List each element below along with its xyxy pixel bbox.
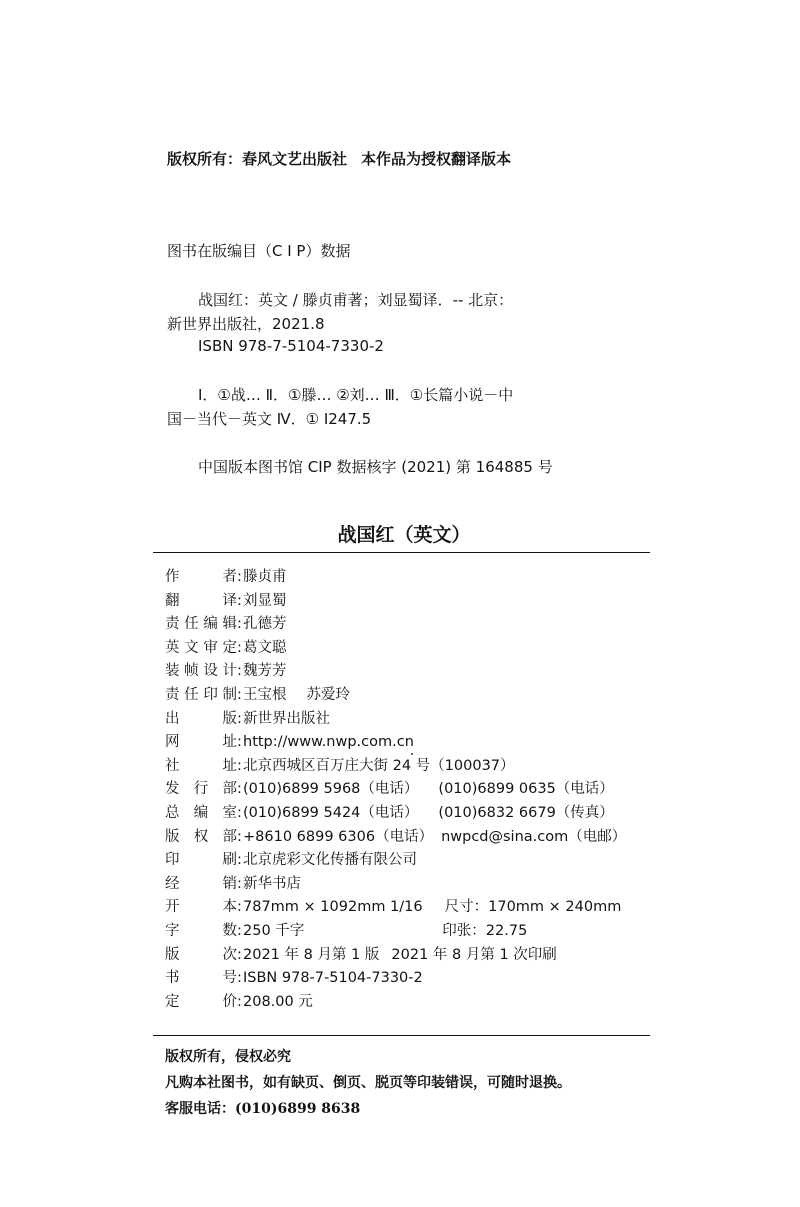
cip-classification-line-2: 国－当代－英文 Ⅳ．① I247.5 [167,410,372,428]
info-row-author: 作者 : 滕贞甫 [165,566,626,590]
info-label: 书号 [165,970,237,987]
info-value: (010)6899 5424（电话） [243,804,419,821]
info-label: 作者 [165,569,237,585]
footer-notice [165,1044,571,1122]
copyright-statement [167,148,511,169]
copyright-holder: 版权所有：春风文艺出版社 [167,150,348,168]
info-row-distributor: 经销 : 新华书店 [165,873,626,897]
info-value: 滕贞甫 [243,569,287,585]
info-label: 版权部 [165,828,237,845]
publication-info-table [165,566,626,1014]
info-row-english-reviewer: 英文审定 : 葛文聪 [165,637,626,661]
info-label: 社址 [165,757,237,774]
info-value: 孔德芳 [243,616,287,633]
info-value: 魏芳芳 [243,663,287,680]
info-value: 刘显蜀 [243,592,287,609]
cip-classification-line: Ⅰ．①战… Ⅱ．①滕… ②刘… Ⅲ．①长篇小说－中 [198,386,514,404]
return-policy: 凡购本社图书，如有缺页、倒页、脱页等印装错误，可随时退换。 [165,1075,571,1091]
info-label: 经销 [165,875,237,892]
info-value-2: nwpcd@sina.com（电邮） [441,828,627,845]
info-value: 250 千字 [243,922,305,939]
info-value: (010)6899 5968（电话） [243,781,419,798]
info-row-rights: 版权部 : +8610 6899 6306（电话） nwpcd@sina.com（电邮） [165,826,626,850]
info-row-price: 定价 : 208.00 元 [165,991,626,1015]
info-value: 新华书店 [243,875,301,892]
info-row-editor: 责任编辑 : 孔德芳 [165,613,626,637]
info-label: 印刷 [165,852,237,869]
info-label: 出版 [165,710,237,727]
info-value-2: (010)6832 6679（传真） [438,804,614,821]
info-row-edition: 版次 : 2021 年 8 月第 1 版 2021 年 8 月第 1 次印刷 [165,944,626,968]
info-label: 字数 [165,922,237,939]
info-row-format: 开本 : 787mm × 1092mm 1/16 尺寸：170mm × 240mm [165,896,626,920]
info-value: 王宝根 [243,686,287,703]
info-label: 开本 [165,899,237,916]
info-value: 新世界出版社 [243,710,330,727]
info-value: 2021 年 8 月第 1 版 [243,946,380,963]
info-value-2: 尺寸：170mm × 240mm [444,899,622,916]
info-row-printing-manager: 责任印制 : 王宝根 苏爱玲 [165,684,626,708]
info-row-editorial-office: 总编室 : (010)6899 5424（电话） (010)6832 6679（传真） [165,802,626,826]
info-value-2: 印张：22.75 [442,922,528,939]
info-label: 版次 [165,946,237,963]
info-value: +8610 6899 6306（电话） [243,828,434,845]
info-value: 787mm × 1092mm 1/16 [243,899,423,916]
cip-heading: 图书在版编目（C I P）数据 [167,242,351,260]
info-label: 网址 [165,734,237,751]
top-divider [153,552,650,553]
info-row-translator: 翻译 : 刘显蜀 [165,590,626,614]
info-row-sales: 发行部 : (010)6899 5968（电话） (010)6899 0635（电话） [165,778,626,802]
info-row-website: 网址 : http://www.nwp.com.cn [165,731,626,755]
info-row-publisher: 出版 : 新世界出版社 [165,708,626,732]
info-label: 英文审定 [165,639,237,656]
translation-notice: 本作品为授权翻译版本 [361,150,512,168]
info-row-words: 字数 : 250 千字 印张：22.75 [165,920,626,944]
info-label: 装帧设计 [165,663,237,680]
cip-publisher-line: 新世界出版社，2021.8 [167,315,325,333]
info-label: 翻译 [165,592,237,609]
cip-record-number: 中国版本图书馆 CIP 数据核字 (2021) 第 164885 号 [198,458,553,476]
info-value-2: 苏爱玲 [306,686,350,703]
bottom-divider [153,1035,650,1036]
info-row-printer: 印刷 : 北京虎彩文化传播有限公司 [165,849,626,873]
customer-service-phone: 客服电话：(010)6899 8638 [165,1101,361,1117]
info-value: ISBN 978-7-5104-7330-2 [243,970,423,987]
info-label: 责任印制 [165,686,237,703]
info-value-2: 2021 年 8 月第 1 次印刷 [391,946,557,963]
info-label: 责任编辑 [165,616,237,633]
cip-isbn-line: ISBN 978-7-5104-7330-2 [198,337,384,355]
info-value: 208.00 元 [243,993,313,1010]
info-value: 葛文聪 [243,639,287,656]
book-title: 战国红（英文） [337,524,471,546]
info-row-isbn: 书号 : ISBN 978-7-5104-7330-2 [165,967,626,991]
cip-title-line: 战国红：英文 / 滕贞甫著；刘显蜀译．-- 北京： [198,291,514,309]
rights-reserved: 版权所有，侵权必究 [165,1049,291,1065]
info-value: 北京西城区百万庄大街 24 号（100037） [243,757,515,774]
info-value: http://www.nwp.com.cn [243,734,414,751]
info-row-address: 社址 : 北京西城区百万庄大街 24 号（100037） [165,755,626,779]
info-label: 发行部 [165,781,237,798]
info-value: 北京虎彩文化传播有限公司 [243,852,417,869]
info-value-2: (010)6899 0635（电话） [438,781,614,798]
print-speck [411,753,413,755]
info-label: 定价 [165,993,237,1010]
info-label: 总编室 [165,804,237,821]
info-row-designer: 装帧设计 : 魏芳芳 [165,660,626,684]
